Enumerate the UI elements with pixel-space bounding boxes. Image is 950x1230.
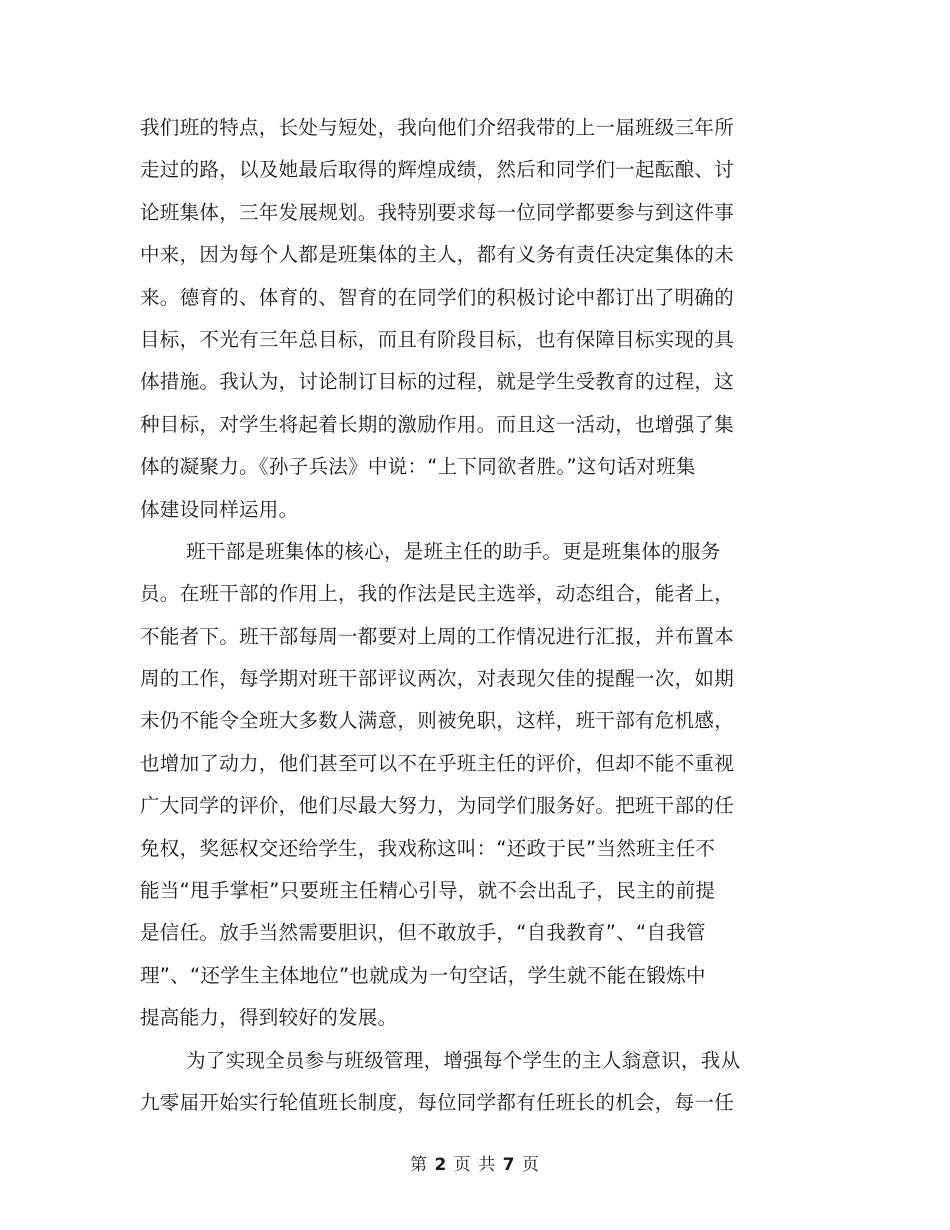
paragraph-first-line: 为了实现全员参与班级管理，增强每个学生的主人翁意识，我从 xyxy=(186,1048,741,1072)
text-line: 体的凝聚力。《孙子兵法》中说：“上下同欲者胜。”这句话对班集 xyxy=(140,455,696,479)
text-line: 能当“甩手掌柜”只要班主任精心引导，就不会出乱子，民主的前提 xyxy=(140,879,716,903)
text-line: 不能者下。班干部每周一都要对上周的工作情况进行汇报，并布置本 xyxy=(140,624,735,648)
text-line: 体措施。我认为，讨论制订目标的过程，就是学生受教育的过程，这 xyxy=(140,370,735,394)
text-line: 论班集体，三年发展规划。我特别要求每一位同学都要参与到这件事 xyxy=(140,200,735,224)
text-line: 体建设同样运用。 xyxy=(140,497,299,521)
paragraph-first-line: 班干部是班集体的核心，是班主任的助手。更是班集体的服务 xyxy=(186,539,721,563)
text-line: 员。在班干部的作用上，我的作法是民主选举，动态组合，能者上， xyxy=(140,582,735,606)
text-line: 提高能力，得到较好的发展。 xyxy=(140,1006,398,1030)
page-footer xyxy=(0,1150,950,1175)
text-line: 是信任。放手当然需要胆识，但不敢放手，“自我教育”、“自我管 xyxy=(140,921,706,945)
text-line: 免权，奖惩权交还给学生，我戏称这叫：“还政于民”当然班主任不 xyxy=(140,836,716,860)
text-line: 目标，不光有三年总目标，而且有阶段目标，也有保障目标实现的具 xyxy=(140,327,735,351)
footer-middle: 页 共 xyxy=(453,1155,497,1175)
text-line: 理”、“还学生主体地位”也就成为一句空话，学生就不能在锻炼中 xyxy=(140,963,706,987)
text-line: 我们班的特点，长处与短处，我向他们介绍我带的上一届班级三年所 xyxy=(140,116,735,139)
body-text xyxy=(140,107,760,1124)
text-line: 周的工作，每学期对班干部评议两次，对表现欠佳的提醒一次，如期 xyxy=(140,667,735,691)
current-page-number: 2 xyxy=(434,1155,448,1175)
text-line: 未仍不能令全班大多数人满意，则被免职，这样，班干部有危机感， xyxy=(140,709,735,733)
text-line: 中来，因为每个人都是班集体的主人，都有义务有责任决定集体的未 xyxy=(140,243,735,267)
text-line: 来。德育的、体育的、智育的在同学们的积极讨论中都订出了明确的 xyxy=(140,285,735,309)
footer-prefix: 第 xyxy=(410,1155,429,1175)
footer-suffix: 页 xyxy=(521,1155,540,1175)
total-pages-number: 7 xyxy=(502,1155,516,1175)
text-line: 广大同学的评价，他们尽最大努力，为同学们服务好。把班干部的任 xyxy=(140,794,735,818)
text-line: 九零届开始实行轮值班长制度，每位同学都有任班长的机会，每一任 xyxy=(140,1090,735,1114)
text-line: 走过的路，以及她最后取得的辉煌成绩，然后和同学们一起酝酿、讨 xyxy=(140,158,735,182)
text-line: 种目标，对学生将起着长期的激励作用。而且这一活动，也增强了集 xyxy=(140,412,735,436)
text-line: 也增加了动力，他们甚至可以不在乎班主任的评价，但却不能不重视 xyxy=(140,751,735,775)
